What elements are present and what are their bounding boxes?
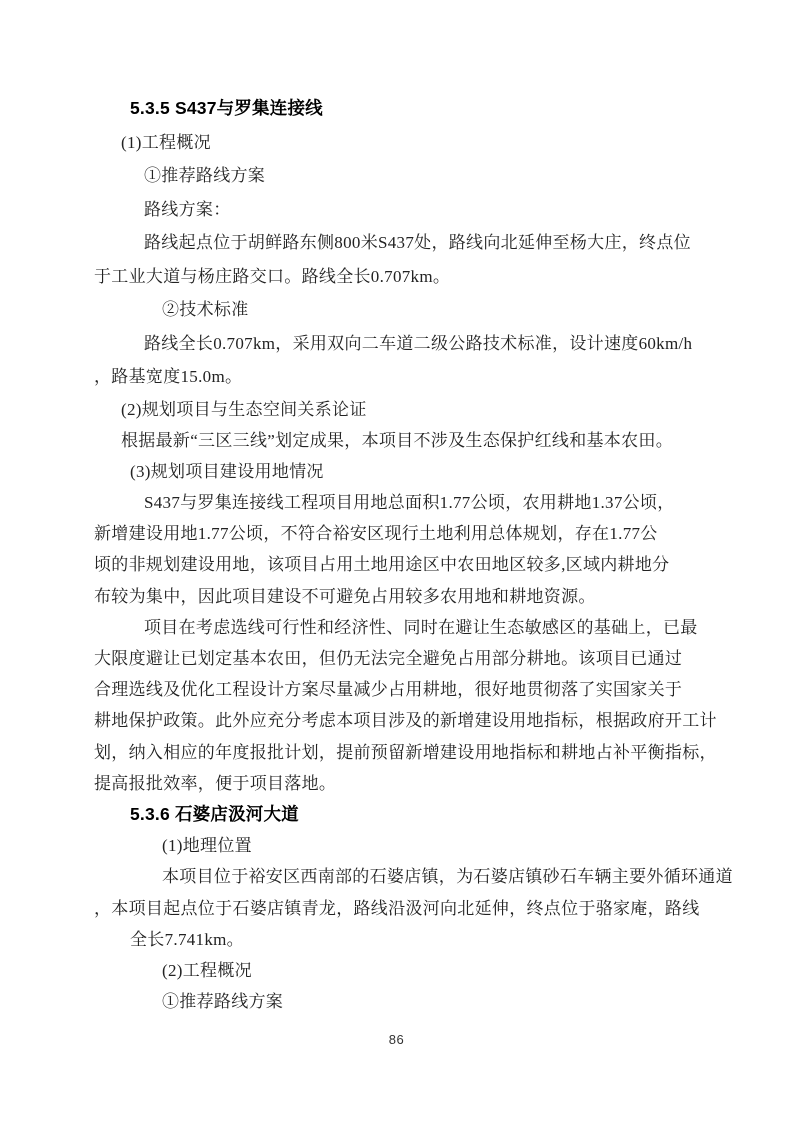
text-line: 路线起点位于胡鲜路东侧800米S437处，路线向北延伸至杨大庄，终点位 bbox=[144, 233, 691, 252]
text-line: 5.3.5 S437与罗集连接线 bbox=[130, 98, 323, 118]
text-line: (1)地理位置 bbox=[162, 836, 252, 856]
text-line: 全长7.741km。 bbox=[130, 929, 244, 949]
text-line: 大限度避让已划定基本农田，但仍无法完全避免占用部分耕地。该项目已通过 bbox=[94, 649, 683, 668]
text-line: ①推荐路线方案 bbox=[162, 992, 284, 1012]
text-line: 根据最新“三区三线”划定成果，本项目不涉及生态保护红线和基本农田。 bbox=[121, 430, 673, 450]
text-line: 布较为集中，因此项目建设不可避免占用较多农用地和耕地资源。 bbox=[94, 586, 596, 606]
text-line: ②技术标准 bbox=[162, 300, 249, 319]
text-line: 顷的非规划建设用地，该项目占用土地用途区中农田地区较多,区域内耕地分 bbox=[94, 555, 670, 575]
text-line: 路线全长0.707km，采用双向二车道二级公路技术标准，设计速度60km/h bbox=[144, 333, 693, 353]
text-line: ，路基宽度15.0m。 bbox=[94, 367, 243, 386]
text-line: 提高报批效率，便于项目落地。 bbox=[94, 773, 337, 793]
page-number: 86 bbox=[388, 1032, 405, 1047]
text-line: 项目在考虑选线可行性和经济性、同时在避让生态敏感区的基础上，已最 bbox=[144, 617, 698, 637]
text-line: (3)规划项目建设用地情况 bbox=[130, 461, 324, 481]
text-line: 合理选线及优化工程设计方案尽量减少占用耕地，很好地贯彻落了实国家关于 bbox=[94, 680, 683, 700]
text-line: 新增建设用地1.77公顷，不符合裕安区现行土地利用总体规划，存在1.77公 bbox=[94, 524, 658, 544]
text-line: 耕地保护政策。此外应充分考虑本项目涉及的新增建设用地指标，根据政府开工计 bbox=[94, 711, 717, 731]
page-footer bbox=[0, 1032, 793, 1047]
text-line: 于工业大道与杨庄路交口。路线全长0.707km。 bbox=[94, 266, 451, 286]
text-line: 5.3.6 石婆店汲河大道 bbox=[130, 803, 299, 824]
text-line: ，本项目起点位于石婆店镇青龙，路线沿汲河向北延伸，终点位于骆家庵，路线 bbox=[94, 898, 700, 918]
text-line: 划，纳入相应的年度报批计划，提前预留新增建设用地指标和耕地占补平衡指标， bbox=[94, 742, 717, 762]
page-content bbox=[94, 92, 733, 1017]
text-line: (1)工程概况 bbox=[121, 132, 211, 152]
text-line: (2)规划项目与生态空间关系论证 bbox=[121, 399, 367, 419]
text-line: S437与罗集连接线工程项目用地总面积1.77公顷，农用耕地1.37公顷， bbox=[144, 493, 675, 513]
text-line: 本项目位于裕安区西南部的石婆店镇，为石婆店镇砂石车辆主要外循环通道 bbox=[162, 867, 733, 887]
text-line: 路线方案： bbox=[144, 199, 231, 219]
text-line: ①推荐路线方案 bbox=[144, 166, 266, 185]
text-line: (2)工程概况 bbox=[162, 960, 252, 980]
